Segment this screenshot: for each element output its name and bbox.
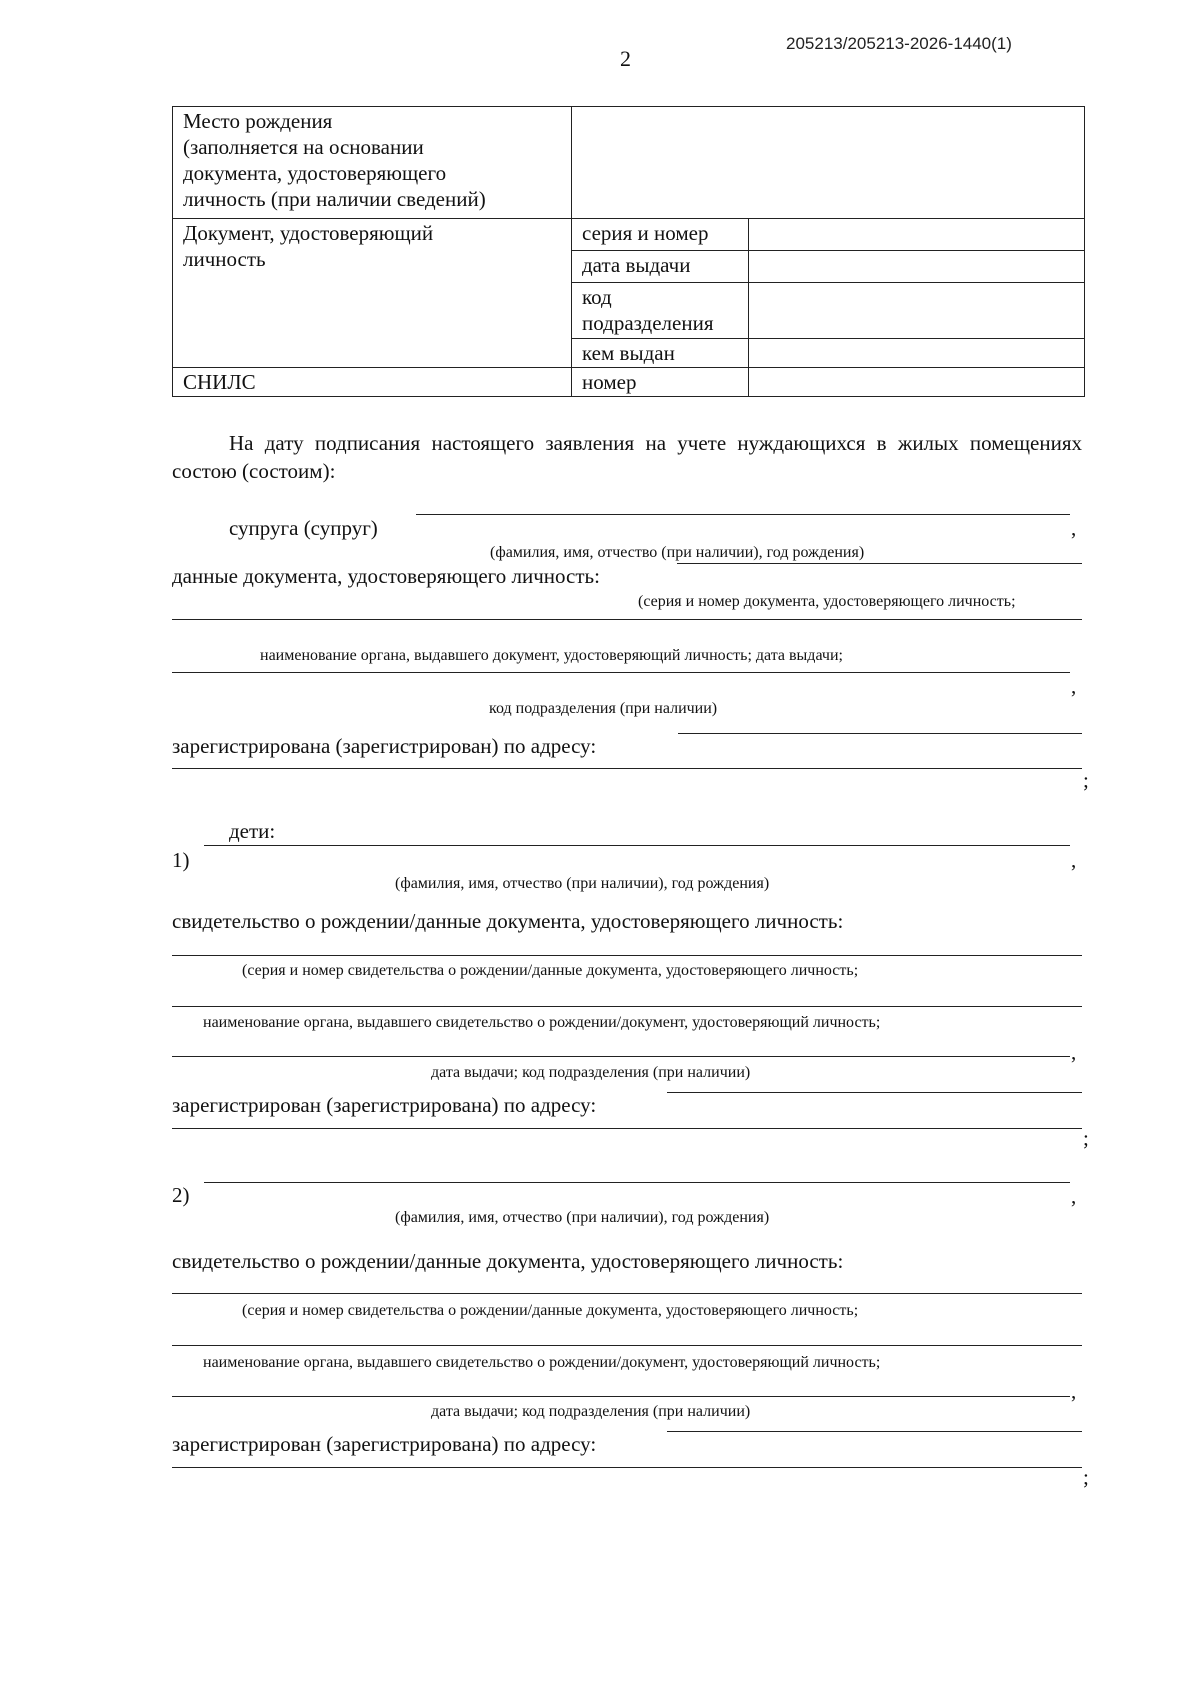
spouse-address-field-2[interactable] [172, 768, 1082, 769]
semicolon-mark: ; [1083, 768, 1089, 792]
birthplace-label-line: Место рождения [183, 109, 333, 133]
spouse-name-caption: (фамилия, имя, отчество (при наличии), год рождения) [490, 544, 865, 561]
page-number: 2 [620, 46, 631, 71]
child-1-address-field-2[interactable] [172, 1128, 1082, 1129]
child-2-org-field[interactable] [172, 1345, 1082, 1346]
intro-paragraph: На дату подписания настоящего заявления на учете нуждающихся в жилых помещениях состою (состоим): [172, 431, 1082, 483]
comma-mark: , [1071, 1379, 1077, 1403]
snils-label: СНИЛС [173, 368, 572, 397]
spouse-doc-field[interactable] [677, 563, 1082, 564]
id-document-label-cell [173, 219, 572, 368]
child-2-address-label: зарегистрирован (зарегистрирована) по адресу: [172, 1432, 597, 1456]
comma-mark: , [1071, 1184, 1077, 1208]
personal-info-table [172, 106, 1085, 397]
dept-code-value-cell[interactable] [749, 283, 1085, 339]
child-1-name-field[interactable] [204, 845, 1070, 846]
children-label: дети: [229, 819, 276, 843]
comma-mark: , [1071, 1040, 1077, 1064]
child-2-cert-caption: (серия и номер свидетельства о рождении/данные документа, удостоверяющего личность; [242, 1302, 859, 1319]
series-number-label: серия и номер [572, 219, 749, 251]
spouse-org-field[interactable] [172, 672, 1070, 673]
spouse-address-label: зарегистрирована (зарегистрирован) по адресу: [172, 734, 597, 758]
document-id: 205213/205213-2026-1440(1) [786, 34, 1012, 53]
birthplace-label-line: документа, удостоверяющего [183, 161, 447, 185]
child-2-cert-label: свидетельство о рождении/данные документа, удостоверяющего личность: [172, 1249, 844, 1273]
child-2-name-caption: (фамилия, имя, отчество (при наличии), год рождения) [395, 1209, 770, 1226]
child-number: 1) [172, 848, 190, 872]
child-1-name-caption: (фамилия, имя, отчество (при наличии), год рождения) [395, 875, 770, 892]
child-2-address-field[interactable] [667, 1431, 1082, 1432]
semicolon-mark: ; [1083, 1465, 1089, 1489]
spouse-doc-label: данные документа, удостоверяющего личность: [172, 564, 600, 588]
snils-number-label: номер [572, 368, 749, 397]
child-2-address-field-2[interactable] [172, 1467, 1082, 1468]
comma-mark: , [1071, 848, 1077, 872]
child-1-date-field[interactable] [172, 1056, 1070, 1057]
child-1-address-field[interactable] [667, 1092, 1082, 1093]
child-1-org-field[interactable] [172, 1006, 1082, 1007]
dept-code-label-cell [572, 283, 749, 339]
birthplace-value-cell[interactable] [572, 107, 1085, 219]
dept-code-label-line: подразделения [582, 311, 714, 335]
comma-mark: , [1071, 674, 1077, 698]
birthplace-label-line: личность (при наличии сведений) [183, 187, 486, 211]
child-1-cert-field[interactable] [172, 955, 1082, 956]
child-2-cert-field[interactable] [172, 1293, 1082, 1294]
child-2-date-caption: дата выдачи; код подразделения (при наличии) [431, 1403, 751, 1420]
spouse-doc-field-2[interactable] [172, 619, 1082, 620]
child-1-cert-caption: (серия и номер свидетельства о рождении/данные документа, удостоверяющего личность; [242, 962, 859, 979]
child-1-org-caption: наименование органа, выдавшего свидетельство о рождении/документ, удостоверяющий личность; [203, 1014, 881, 1031]
spouse-code-caption: код подразделения (при наличии) [489, 700, 718, 717]
id-document-label-line: личность [183, 247, 266, 271]
spouse-address-field[interactable] [678, 733, 1082, 734]
birthplace-label-line: (заполняется на основании [183, 135, 424, 159]
series-number-value-cell[interactable] [749, 219, 1085, 251]
snils-number-value-cell[interactable] [749, 368, 1085, 397]
dept-code-label-line: код [582, 285, 612, 309]
spouse-org-caption: наименование органа, выдавшего документ, удостоверяющий личность; дата выдачи; [260, 647, 843, 664]
child-1-date-caption: дата выдачи; код подразделения (при наличии) [431, 1064, 751, 1081]
spouse-label: супруга (супруг) [229, 516, 378, 540]
child-number: 2) [172, 1183, 190, 1207]
child-2-name-field[interactable] [204, 1182, 1070, 1183]
issued-by-value-cell[interactable] [749, 339, 1085, 368]
child-1-cert-label: свидетельство о рождении/данные документа, удостоверяющего личность: [172, 909, 844, 933]
issue-date-label: дата выдачи [572, 251, 749, 283]
issue-date-value-cell[interactable] [749, 251, 1085, 283]
spouse-name-field[interactable] [416, 514, 1070, 515]
child-1-address-label: зарегистрирован (зарегистрирована) по адресу: [172, 1093, 597, 1117]
child-2-date-field[interactable] [172, 1396, 1070, 1397]
comma-mark: , [1071, 516, 1077, 540]
child-2-org-caption: наименование органа, выдавшего свидетельство о рождении/документ, удостоверяющий личность; [203, 1354, 881, 1371]
issued-by-label: кем выдан [572, 339, 749, 368]
birthplace-label-cell [173, 107, 572, 219]
id-document-label-line: Документ, удостоверяющий [183, 221, 434, 245]
semicolon-mark: ; [1083, 1126, 1089, 1150]
spouse-doc-caption: (серия и номер документа, удостоверяющего личность; [638, 593, 1016, 610]
